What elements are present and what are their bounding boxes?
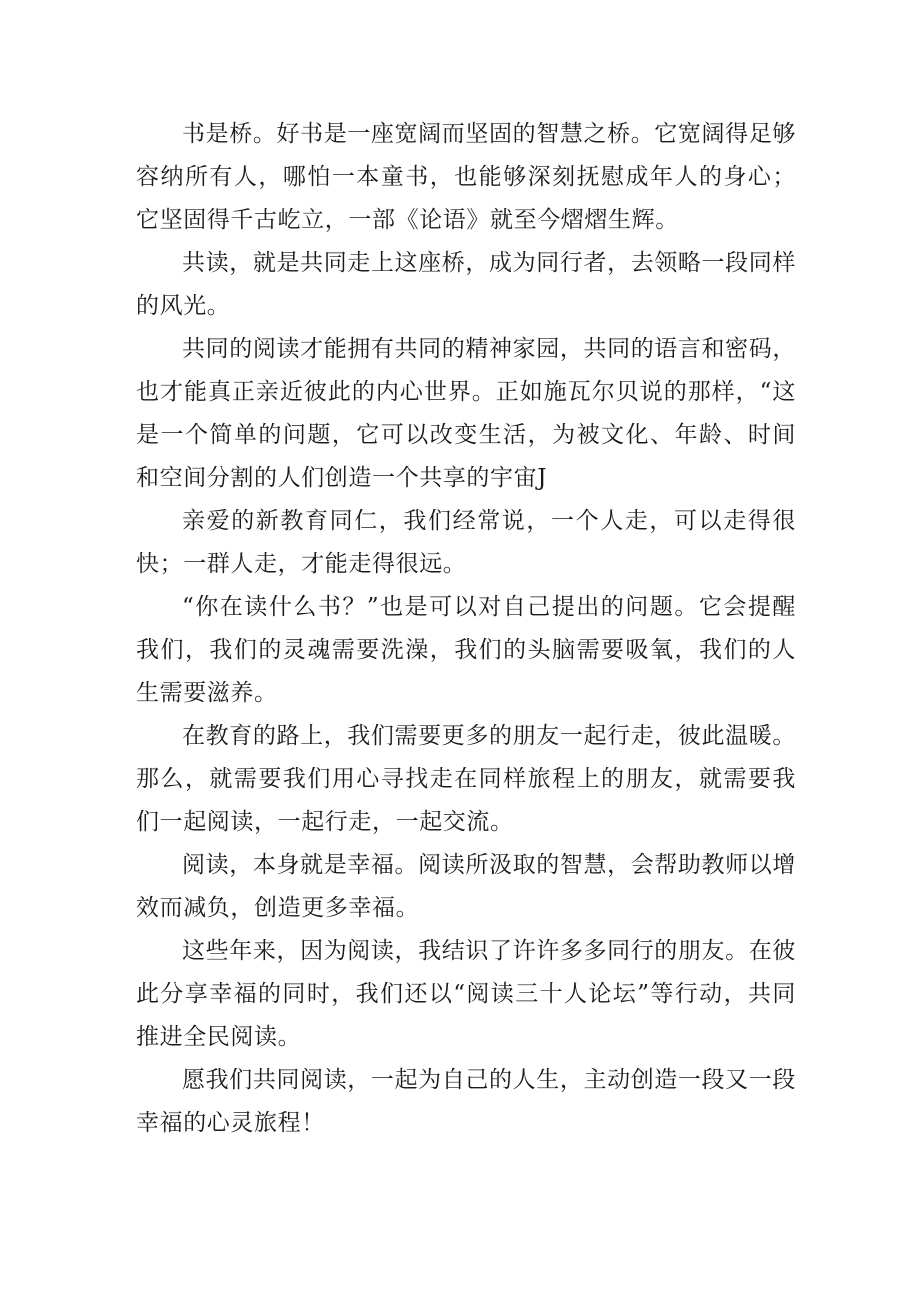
paragraph-education-road: 在教育的路上，我们需要更多的朋友一起行走，彼此温暖。那么，就需要我们用心寻找走在同样旅程上的朋友，就需要我们一起阅读，一起行走，一起交流。 <box>136 723 796 835</box>
paragraph-what-reading: “你在读什么书？”也是可以对自己提出的问题。它会提醒我们，我们的灵魂需要洗澡，我们的头脑需要吸氧，我们的人生需要滋养。 <box>136 594 796 706</box>
paragraph-colleagues: 亲爱的新教育同仁，我们经常说，一个人走，可以走得很快；一群人走，才能走得很远。 <box>136 508 796 577</box>
document-body <box>136 113 796 1145</box>
paragraph-bridge: 书是桥。好书是一座宽阔而坚固的智慧之桥。它宽阔得足够容纳所有人，哪怕一本童书，也能够深刻抚慰成年人的身心；它坚固得千古屹立，一部《论语》就至今熠熠生辉。 <box>136 121 796 233</box>
paragraph-wish: 愿我们共同阅读，一起为自己的人生，主动创造一段又一段幸福的心灵旅程！ <box>136 1067 796 1136</box>
paragraph-happiness: 阅读，本身就是幸福。阅读所汲取的智慧，会帮助教师以增效而减负，创造更多幸福。 <box>136 852 796 921</box>
paragraph-these-years: 这些年来，因为阅读，我结识了许许多多同行的朋友。在彼此分享幸福的同时，我们还以“阅读三十人论坛”等行动，共同推进全民阅读。 <box>136 938 796 1050</box>
paragraph-co-reading: 共读，就是共同走上这座桥，成为同行者，去领略一段同样的风光。 <box>136 250 796 319</box>
paragraph-shared-home: 共同的阅读才能拥有共同的精神家园，共同的语言和密码，也才能真正亲近彼此的内心世界。正如施瓦尔贝说的那样，“这是一个简单的问题，它可以改变生活，为被文化、年龄、时间和空间分割的人们创造一个共享的宇宙J <box>136 336 796 491</box>
